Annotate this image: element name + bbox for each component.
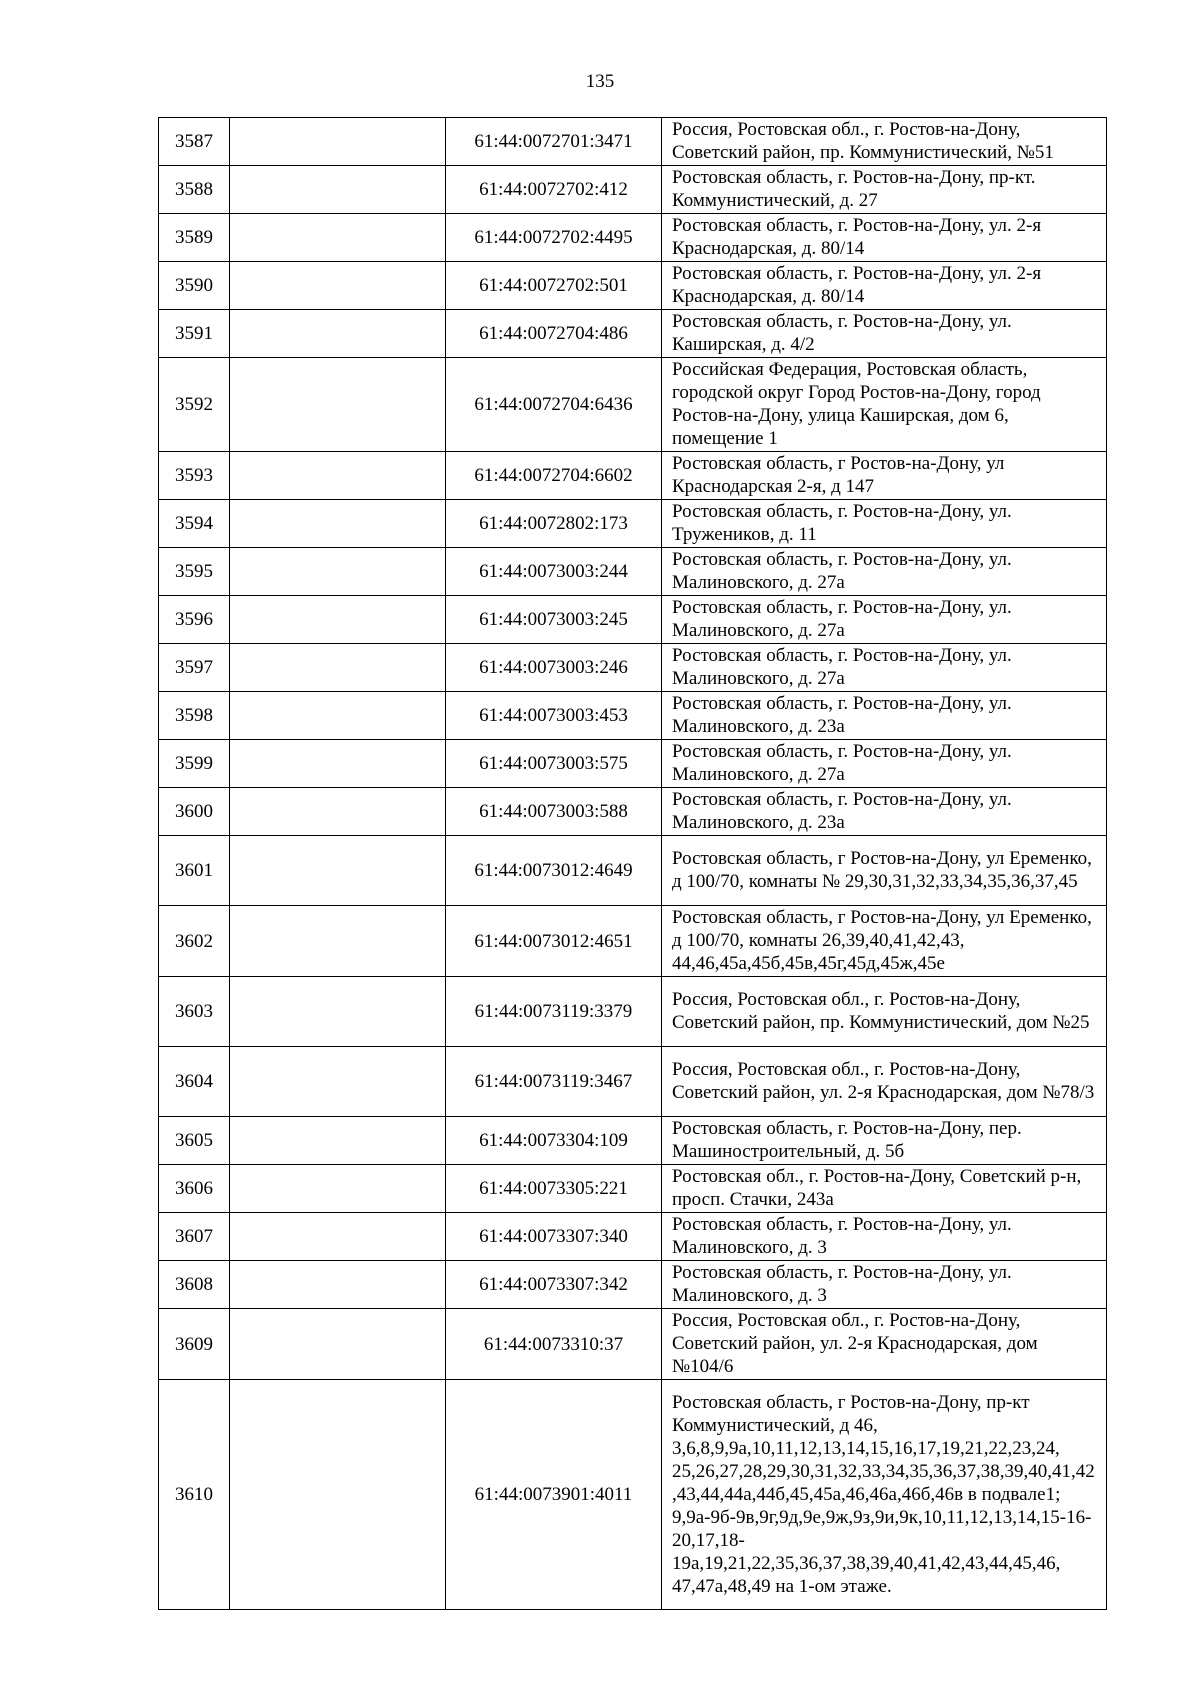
address: Россия, Ростовская обл., г. Ростов-на-Дону, Советский район, ул. 2-я Краснодарская, дом №78/3	[662, 1047, 1107, 1117]
row-number: 3601	[159, 836, 230, 906]
empty-cell	[230, 1261, 446, 1309]
address: Россия, Ростовская обл., г. Ростов-на-Дону, Советский район, пр. Коммунистический, дом №25	[662, 977, 1107, 1047]
table-row	[159, 1047, 1107, 1117]
address: Российская Федерация, Ростовская область, городской округ Город Ростов-на-Дону, город Ростов-на-Дону, улица Каширская, дом 6, помещение 1	[662, 358, 1107, 452]
table-row	[159, 836, 1107, 906]
address: Ростовская обл., г. Ростов-на-Дону, Советский р-н, просп. Стачки, 243а	[662, 1165, 1107, 1213]
address: Ростовская область, г. Ростов-на-Дону, пер. Машиностроительный, д. 5б	[662, 1117, 1107, 1165]
cadastral-number: 61:44:0073119:3379	[446, 977, 662, 1047]
cadastral-number: 61:44:0073003:246	[446, 644, 662, 692]
cadastral-number: 61:44:0072704:486	[446, 310, 662, 358]
address: Ростовская область, г Ростов-на-Дону, пр-кт Коммунистический, д 46, 3,6,8,9,9а,10,11,12,13,14,15,16,17,19,21,22,23,24, 25,26,27,28,29,30,31,32,33,34,35,36,37,38,39,40,41,42,43,44,44а,44б,45,45а,46,46а,46б,46в в подвале1; 9,9а-9б-9в,9г,9д,9е,9ж,9з,9и,9к,10,11,12,13,14,15-16-20,17,18-19а,19,21,22,35,36,37,38,39,40,41,42,43,44,45,46, 47,47а,48,49 на 1-ом этаже.	[662, 1380, 1107, 1610]
empty-cell	[230, 358, 446, 452]
row-number: 3609	[159, 1309, 230, 1380]
cadastral-number: 61:44:0073901:4011	[446, 1380, 662, 1610]
registry-table	[158, 117, 1107, 1610]
empty-cell	[230, 1213, 446, 1261]
table-row	[159, 1309, 1107, 1380]
row-number: 3607	[159, 1213, 230, 1261]
empty-cell	[230, 1047, 446, 1117]
cadastral-number: 61:44:0073305:221	[446, 1165, 662, 1213]
row-number: 3588	[159, 166, 230, 214]
cadastral-number: 61:44:0073003:244	[446, 548, 662, 596]
cadastral-number: 61:44:0072702:412	[446, 166, 662, 214]
table-row	[159, 118, 1107, 166]
empty-cell	[230, 644, 446, 692]
cadastral-number: 61:44:0072702:4495	[446, 214, 662, 262]
empty-cell	[230, 596, 446, 644]
table-row	[159, 1261, 1107, 1309]
empty-cell	[230, 548, 446, 596]
cadastral-number: 61:44:0072702:501	[446, 262, 662, 310]
cadastral-number: 61:44:0072704:6436	[446, 358, 662, 452]
table-row	[159, 1213, 1107, 1261]
cadastral-number: 61:44:0073012:4651	[446, 906, 662, 977]
empty-cell	[230, 214, 446, 262]
page-number: 135	[585, 71, 615, 92]
address: Ростовская область, г. Ростов-на-Дону, ул. Малиновского, д. 3	[662, 1261, 1107, 1309]
empty-cell	[230, 836, 446, 906]
table-row	[159, 548, 1107, 596]
empty-cell	[230, 692, 446, 740]
cadastral-number: 61:44:0073119:3467	[446, 1047, 662, 1117]
empty-cell	[230, 906, 446, 977]
address: Ростовская область, г Ростов-на-Дону, ул Краснодарская 2-я, д 147	[662, 452, 1107, 500]
table-row	[159, 1117, 1107, 1165]
address: Ростовская область, г. Ростов-на-Дону, ул. Малиновского, д. 27а	[662, 596, 1107, 644]
cadastral-number: 61:44:0073307:340	[446, 1213, 662, 1261]
row-number: 3600	[159, 788, 230, 836]
registry-table-body	[159, 118, 1107, 1610]
empty-cell	[230, 740, 446, 788]
row-number: 3604	[159, 1047, 230, 1117]
row-number: 3597	[159, 644, 230, 692]
table-row	[159, 692, 1107, 740]
row-number: 3594	[159, 500, 230, 548]
row-number: 3587	[159, 118, 230, 166]
cadastral-number: 61:44:0073003:453	[446, 692, 662, 740]
row-number: 3606	[159, 1165, 230, 1213]
row-number: 3599	[159, 740, 230, 788]
row-number: 3610	[159, 1380, 230, 1610]
table-row	[159, 262, 1107, 310]
address: Россия, Ростовская обл., г. Ростов-на-Дону, Советский район, ул. 2-я Краснодарская, дом №104/6	[662, 1309, 1107, 1380]
empty-cell	[230, 1380, 446, 1610]
address: Ростовская область, г. Ростов-на-Дону, ул. Тружеников, д. 11	[662, 500, 1107, 548]
table-row	[159, 977, 1107, 1047]
cadastral-number: 61:44:0073304:109	[446, 1117, 662, 1165]
row-number: 3598	[159, 692, 230, 740]
table-row	[159, 452, 1107, 500]
row-number: 3608	[159, 1261, 230, 1309]
cadastral-number: 61:44:0073310:37	[446, 1309, 662, 1380]
row-number: 3602	[159, 906, 230, 977]
address: Ростовская область, г Ростов-на-Дону, ул Еременко, д 100/70, комнаты 26,39,40,41,42,43, 44,46,45а,45б,45в,45г,45д,45ж,45е	[662, 906, 1107, 977]
table-row	[159, 906, 1107, 977]
row-number: 3596	[159, 596, 230, 644]
table-row	[159, 596, 1107, 644]
address: Ростовская область, г. Ростов-на-Дону, ул. Малиновского, д. 27а	[662, 644, 1107, 692]
table-row	[159, 1165, 1107, 1213]
table-row	[159, 740, 1107, 788]
row-number: 3590	[159, 262, 230, 310]
address: Ростовская область, г. Ростов-на-Дону, пр-кт. Коммунистический, д. 27	[662, 166, 1107, 214]
address: Ростовская область, г. Ростов-на-Дону, ул. Малиновского, д. 3	[662, 1213, 1107, 1261]
address: Ростовская область, г. Ростов-на-Дону, ул. Малиновского, д. 27а	[662, 548, 1107, 596]
cadastral-number: 61:44:0072802:173	[446, 500, 662, 548]
cadastral-number: 61:44:0072701:3471	[446, 118, 662, 166]
row-number: 3593	[159, 452, 230, 500]
table-row	[159, 788, 1107, 836]
row-number: 3605	[159, 1117, 230, 1165]
address: Ростовская область, г. Ростов-на-Дону, ул. 2-я Краснодарская, д. 80/14	[662, 262, 1107, 310]
address: Ростовская область, г. Ростов-на-Дону, ул. 2-я Краснодарская, д. 80/14	[662, 214, 1107, 262]
table-row	[159, 500, 1107, 548]
table-row	[159, 358, 1107, 452]
cadastral-number: 61:44:0072704:6602	[446, 452, 662, 500]
empty-cell	[230, 1117, 446, 1165]
cadastral-number: 61:44:0073003:245	[446, 596, 662, 644]
address: Ростовская область, г Ростов-на-Дону, ул Еременко, д 100/70, комнаты № 29,30,31,32,33,34,35,36,37,45	[662, 836, 1107, 906]
table-row	[159, 1380, 1107, 1610]
row-number: 3595	[159, 548, 230, 596]
empty-cell	[230, 977, 446, 1047]
cadastral-number: 61:44:0073003:575	[446, 740, 662, 788]
cadastral-number: 61:44:0073003:588	[446, 788, 662, 836]
empty-cell	[230, 262, 446, 310]
empty-cell	[230, 118, 446, 166]
address: Россия, Ростовская обл., г. Ростов-на-Дону, Советский район, пр. Коммунистический, №51	[662, 118, 1107, 166]
cadastral-number: 61:44:0073307:342	[446, 1261, 662, 1309]
empty-cell	[230, 500, 446, 548]
empty-cell	[230, 310, 446, 358]
empty-cell	[230, 1309, 446, 1380]
cadastral-number: 61:44:0073012:4649	[446, 836, 662, 906]
table-row	[159, 166, 1107, 214]
empty-cell	[230, 788, 446, 836]
empty-cell	[230, 166, 446, 214]
table-row	[159, 644, 1107, 692]
table-row	[159, 310, 1107, 358]
row-number: 3589	[159, 214, 230, 262]
row-number: 3603	[159, 977, 230, 1047]
address: Ростовская область, г. Ростов-на-Дону, ул. Малиновского, д. 23а	[662, 788, 1107, 836]
empty-cell	[230, 452, 446, 500]
row-number: 3591	[159, 310, 230, 358]
address: Ростовская область, г. Ростов-на-Дону, ул. Малиновского, д. 27а	[662, 740, 1107, 788]
address: Ростовская область, г. Ростов-на-Дону, ул. Каширская, д. 4/2	[662, 310, 1107, 358]
row-number: 3592	[159, 358, 230, 452]
table-row	[159, 214, 1107, 262]
address: Ростовская область, г. Ростов-на-Дону, ул. Малиновского, д. 23а	[662, 692, 1107, 740]
empty-cell	[230, 1165, 446, 1213]
